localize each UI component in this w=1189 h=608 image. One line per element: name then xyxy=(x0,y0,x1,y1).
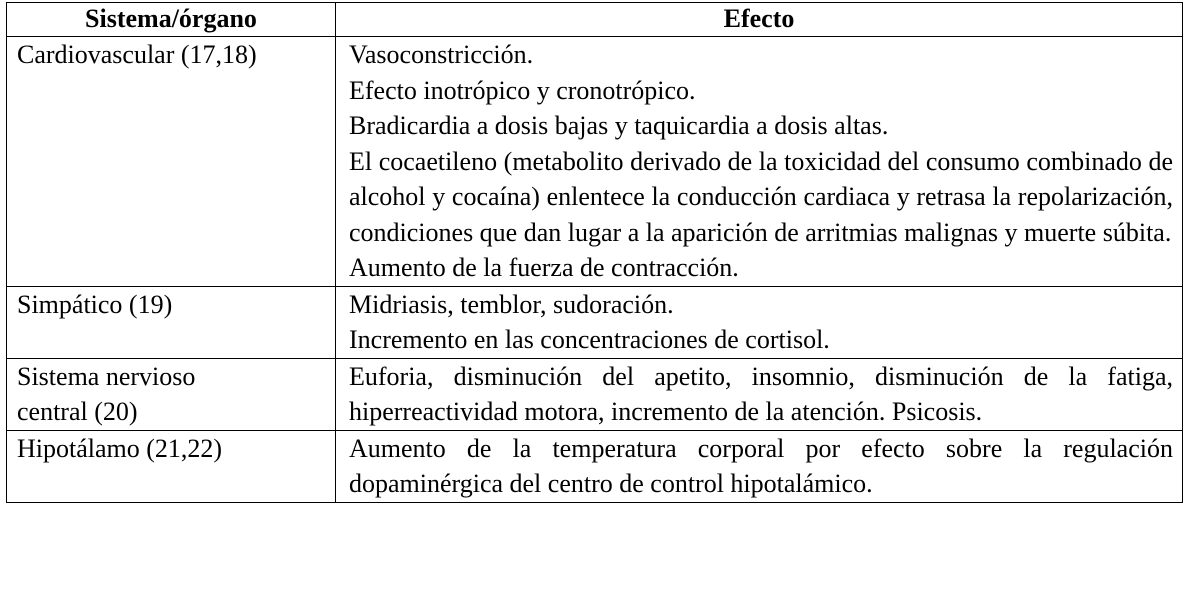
system-cell xyxy=(7,358,336,430)
effects-table xyxy=(6,2,1183,503)
table-row xyxy=(7,358,1183,430)
effect-text: Aumento de la fuerza de contracción. xyxy=(349,253,739,282)
effect-cell xyxy=(336,286,1183,358)
system-cell xyxy=(7,430,336,502)
system-cell xyxy=(7,286,336,358)
effect-text: Efecto inotrópico y cronotrópico. xyxy=(349,75,696,105)
system-label: Sistema nervioso xyxy=(17,361,196,391)
table-row xyxy=(7,286,1183,358)
header-row xyxy=(7,3,1183,37)
effect-cell xyxy=(336,430,1183,502)
table-row xyxy=(7,430,1183,502)
header-effect: Efecto xyxy=(336,3,1183,37)
effect-text: Vasoconstricción. xyxy=(349,40,534,69)
effect-text: Aumento de la temperatura corporal por efecto sobre la regulación dopaminérgica del centro de control hipotalámico. xyxy=(349,433,1173,498)
effect-text: Midriasis, temblor, sudoración. xyxy=(349,289,674,319)
effect-text: Euforia, disminución del apetito, insomnio, disminución de la fatiga, hiperreactividad motora, incremento de la atención. Psicosis. xyxy=(349,361,1173,426)
table-row xyxy=(7,37,1183,287)
system-label: Hipotálamo (21,22) xyxy=(17,433,223,463)
system-label: Simpático (19) xyxy=(17,289,173,319)
effect-text: Bradicardia a dosis bajas y taquicardia a dosis altas. xyxy=(349,111,889,140)
effect-cell xyxy=(336,358,1183,430)
effect-text: Incremento en las concentraciones de cortisol. xyxy=(349,325,830,354)
system-label: Cardiovascular (17,18) xyxy=(17,40,257,69)
system-label: central (20) xyxy=(17,397,138,426)
effect-cell xyxy=(336,37,1183,287)
header-system: Sistema/órgano xyxy=(7,3,336,37)
effect-text: El cocaetileno (metabolito derivado de la toxicidad del consumo combinado de alcohol y cocaína) enlentece la conducción cardiaca y retrasa la repolarización, condiciones que dan lugar a la aparición de arritmias malignas y muerte súbita. xyxy=(349,146,1173,247)
system-cell xyxy=(7,37,336,287)
